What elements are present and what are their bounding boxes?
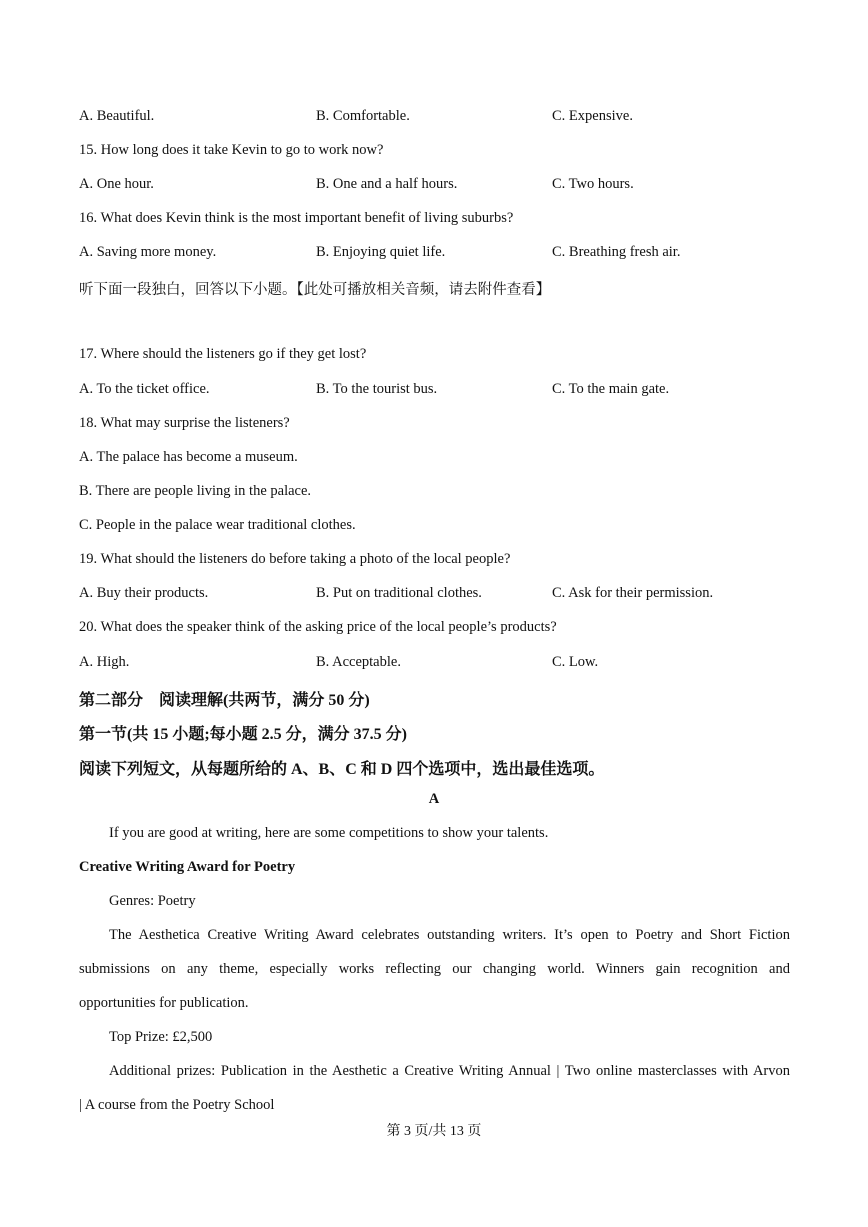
q14-option-a: A. Beautiful.	[79, 108, 155, 124]
q17-option-b: B. To the tourist bus.	[316, 381, 438, 397]
q16-option-b: B. Enjoying quiet life.	[316, 244, 446, 260]
monologue-instruction: 听下面一段独白，回答以下小题。【此处可播放相关音频，请去附件查看】	[79, 282, 551, 298]
passage-intro: If you are good at writing, here are some competitions to show your talents.	[109, 825, 549, 841]
q19-option-a: A. Buy their products.	[79, 585, 209, 601]
q20-question: 20. What does the speaker think of the asking price of the local people’s products?	[79, 619, 557, 635]
q18-question: 18. What may surprise the listeners?	[79, 415, 290, 431]
q20-option-c: C. Low.	[552, 654, 599, 670]
q17-option-a: A. To the ticket office.	[79, 381, 210, 397]
q20-option-a: A. High.	[79, 654, 130, 670]
q16-option-c: C. Breathing fresh air.	[552, 244, 681, 260]
award-description-line-3: opportunities for publication.	[79, 995, 249, 1011]
section1-title: 第一节(共 15 小题;每小题 2.5 分，满分 37.5 分)	[79, 726, 407, 743]
award-title: Creative Writing Award for Poetry	[79, 859, 296, 875]
top-prize: Top Prize: £2,500	[109, 1029, 213, 1045]
q15-option-c: C. Two hours.	[552, 176, 634, 192]
part2-title: 第二部分 阅读理解(共两节，满分 50 分)	[79, 692, 370, 709]
q19-option-b: B. Put on traditional clothes.	[316, 585, 482, 601]
award-genres: Genres: Poetry	[109, 893, 196, 909]
additional-prizes-line-1: Additional prizes: Publication in the Aesthetic a Creative Writing Annual | Two online masterclasses with Arvon	[109, 1063, 790, 1079]
q18-option-b: B. There are people living in the palace.	[79, 483, 312, 499]
q19-question: 19. What should the listeners do before taking a photo of the local people?	[79, 551, 511, 567]
q17-option-c: C. To the main gate.	[552, 381, 670, 397]
award-description-line-1: The Aesthetica Creative Writing Award celebrates outstanding writers. It’s open to Poetry and Short Fiction	[109, 927, 790, 943]
q15-option-a: A. One hour.	[79, 176, 154, 192]
q14-option-c: C. Expensive.	[552, 108, 633, 124]
q20-option-b: B. Acceptable.	[316, 654, 401, 670]
reading-instruction: 阅读下列短文，从每题所给的 A、B、C 和 D 四个选项中，选出最佳选项。	[79, 761, 605, 778]
award-description-line-2: submissions on any theme, especially works reflecting our changing world. Winners gain recognition and	[79, 961, 790, 977]
q17-question: 17. Where should the listeners go if they get lost?	[79, 346, 367, 362]
q19-option-c: C. Ask for their permission.	[552, 585, 714, 601]
q16-option-a: A. Saving more money.	[79, 244, 217, 260]
q16-question: 16. What does Kevin think is the most important benefit of living suburbs?	[79, 210, 514, 226]
q15-option-b: B. One and a half hours.	[316, 176, 458, 192]
q14-option-b: B. Comfortable.	[316, 108, 410, 124]
q18-option-c: C. People in the palace wear traditional clothes.	[79, 517, 356, 533]
additional-prizes-line-2: | A course from the Poetry School	[79, 1097, 275, 1113]
page-number-footer: 第 3 页/共 13 页	[386, 1124, 482, 1139]
passage-label: A	[428, 791, 440, 807]
q18-option-a: A. The palace has become a museum.	[79, 449, 298, 465]
q15-question: 15. How long does it take Kevin to go to work now?	[79, 142, 384, 158]
